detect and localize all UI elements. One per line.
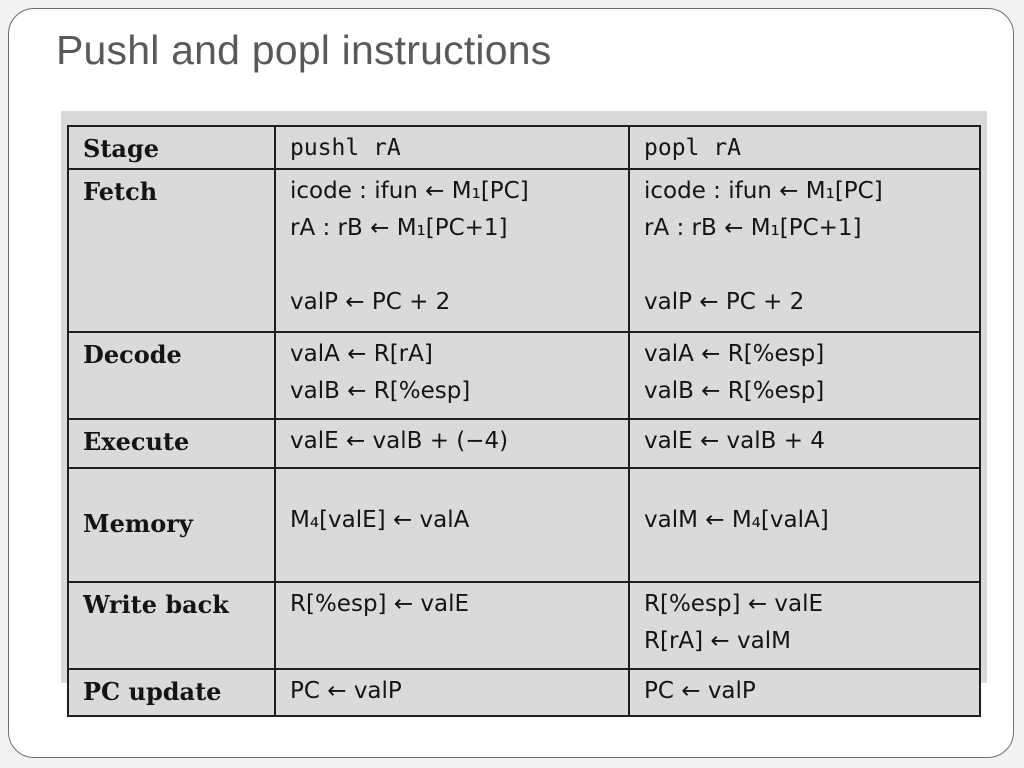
popl-decode-line: valA ← R[%esp] (644, 341, 825, 367)
popl-writeback-line: R[%esp] ← valE (644, 591, 824, 617)
popl-pcupdate-cell (629, 669, 980, 716)
blank-line (644, 247, 967, 284)
pushl-fetch-line: valP ← PC + 2 (290, 289, 451, 315)
table-header-row (68, 126, 980, 169)
popl-writeback-cell (629, 582, 980, 669)
stage-table (67, 125, 981, 717)
popl-fetch-line: icode : ifun ← M₁[PC] (644, 178, 883, 204)
scanned-table-image (61, 111, 987, 706)
table-row-memory (68, 468, 980, 582)
stage-fetch: Fetch (68, 169, 275, 332)
popl-decode-line: valB ← R[%esp] (644, 378, 825, 404)
pushl-execute-line: valE ← valB + (−4) (290, 428, 509, 454)
popl-decode-cell (629, 332, 980, 419)
pushl-fetch-line: icode : ifun ← M₁[PC] (290, 178, 529, 204)
pushl-memory-cell (275, 468, 629, 582)
pushl-pcupdate-line: PC ← valP (290, 678, 402, 704)
blank-line (290, 247, 616, 284)
pushl-decode-cell (275, 332, 629, 419)
pushl-fetch-line: rA : rB ← M₁[PC+1] (290, 215, 508, 241)
table-row-write-back (68, 582, 980, 669)
pushl-writeback-line: R[%esp] ← valE (290, 591, 470, 617)
popl-fetch-cell (629, 169, 980, 332)
pushl-execute-cell (275, 419, 629, 468)
stage-execute: Execute (68, 419, 275, 468)
popl-execute-line: valE ← valB + 4 (644, 428, 825, 454)
table-row-fetch (68, 169, 980, 332)
popl-pcupdate-line: PC ← valP (644, 678, 756, 704)
stage-pc-update: PC update (68, 669, 275, 716)
table-row-execute (68, 419, 980, 468)
pushl-writeback-cell (275, 582, 629, 669)
header-stage: Stage (68, 126, 275, 169)
table-row-pc-update (68, 669, 980, 716)
popl-execute-cell (629, 419, 980, 468)
header-popl: popl rA (629, 126, 980, 169)
stage-decode: Decode (68, 332, 275, 419)
popl-memory-line: valM ← M₄[valA] (644, 507, 829, 533)
popl-fetch-line: valP ← PC + 2 (644, 289, 805, 315)
header-pushl: pushl rA (275, 126, 629, 169)
pushl-decode-line: valA ← R[rA] (290, 341, 433, 367)
popl-writeback-line: R[rA] ← valM (644, 628, 791, 654)
pushl-pcupdate-cell (275, 669, 629, 716)
pushl-fetch-cell (275, 169, 629, 332)
popl-memory-cell (629, 468, 980, 582)
stage-memory: Memory (68, 468, 275, 582)
pushl-memory-line: M₄[valE] ← valA (290, 507, 470, 533)
slide-title: Pushl and popl instructions (56, 27, 552, 73)
table-row-decode (68, 332, 980, 419)
slide (8, 8, 1014, 758)
popl-fetch-line: rA : rB ← M₁[PC+1] (644, 215, 862, 241)
stage-write-back: Write back (68, 582, 275, 669)
pushl-decode-line: valB ← R[%esp] (290, 378, 471, 404)
